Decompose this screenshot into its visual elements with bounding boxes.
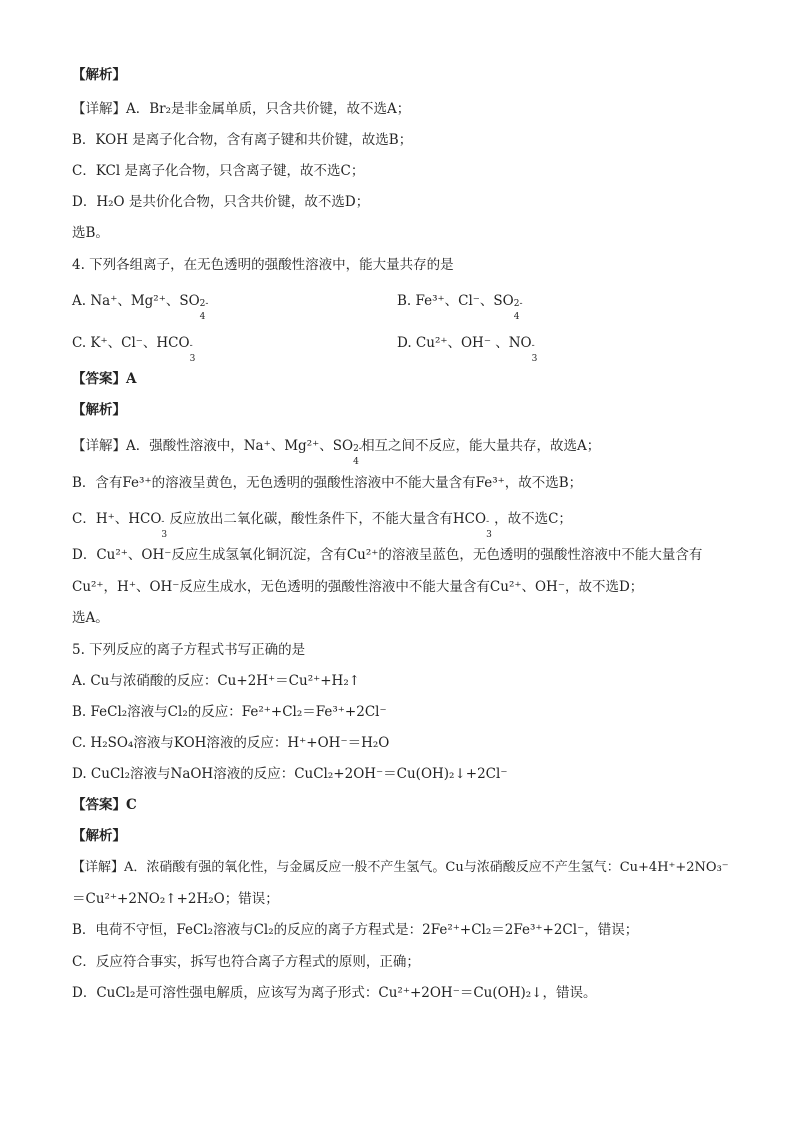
detail-line: 【详解】A．Br₂是非金属单质，只含共价键，故不选A；: [72, 101, 411, 117]
question-4: 4. 下列各组离子，在无色透明的强酸性溶液中，能大量共存的是: [72, 257, 454, 273]
detail-line: 【详解】A．浓硝酸有强的氧化性，与金属反应一般不产生氢气。Cu与浓硝酸反应不产生氢气：Cu+4H⁺+2NO₃⁻: [72, 860, 729, 875]
option-5b: B. FeCl₂溶液与Cl₂的反应：Fe²⁺+Cl₂＝Fe³⁺+2Cl⁻: [72, 704, 387, 720]
option-4c: C. K⁺、Cl⁻、HCO - 3: [72, 335, 196, 364]
detail-line: D．H₂O 是共价化合物，只含共价键，故不选D；: [72, 194, 370, 210]
option-5d: D. CuCl₂溶液与NaOH溶液的反应：CuCl₂+2OH⁻＝Cu(OH)₂↓+2Cl⁻: [72, 766, 508, 782]
analysis-label: 【解析】: [72, 828, 126, 844]
option-5a: A. Cu与浓硝酸的反应：Cu+2H⁺＝Cu²⁺+H₂↑: [72, 673, 361, 689]
answer-label: 【答案】C: [72, 797, 137, 813]
detail-line: C．KCl 是离子化合物，只含离子键，故不选C；: [72, 163, 365, 179]
detail-line: B．含有Fe³⁺的溶液呈黄色，无色透明的强酸性溶液中不能大量含有Fe³⁺，故不选B；: [72, 475, 583, 491]
detail-line: B．电荷不守恒，FeCl₂溶液与Cl₂的反应的离子方程式是：2Fe²⁺+Cl₂＝2Fe³⁺+2Cl⁻，错误；: [72, 922, 639, 938]
conclusion-line: 选B。: [72, 225, 109, 241]
analysis-label: 【解析】: [72, 67, 126, 83]
detail-line: Cu²⁺，H⁺、OH⁻反应生成水，无色透明的强酸性溶液中不能大量含有Cu²⁺、OH⁻，故不选D；: [72, 579, 644, 595]
option-4a: A. Na⁺、Mg²⁺、SO 2- 4: [72, 293, 209, 322]
option-5c: C. H₂SO₄溶液与KOH溶液的反应：H⁺+OH⁻＝H₂O: [72, 735, 390, 751]
detail-line: C．H⁺、HCO - 3 反应放出二氧化碳，酸性条件下，不能大量含有HCO - 3 ，故不选C；: [72, 511, 572, 540]
detail-line: C．反应符合事实，拆写也符合离子方程式的原则，正确；: [72, 954, 420, 970]
option-4b: B. Fe³⁺、Cl⁻、SO 2- 4: [397, 293, 523, 322]
option-4d: D. Cu²⁺、OH⁻ 、NO - 3: [397, 335, 538, 364]
answer-label: 【答案】A: [72, 371, 137, 387]
detail-line: 【详解】A．强酸性溶液中，Na⁺、Mg²⁺、SO 2- 4 相互之间不反应，能大量共存，故选A；: [72, 438, 601, 467]
question-5: 5. 下列反应的离子方程式书写正确的是: [72, 642, 306, 658]
detail-line: ＝Cu²⁺+2NO₂↑+2H₂O；错误；: [72, 891, 279, 907]
analysis-label: 【解析】: [72, 402, 126, 418]
conclusion-line: 选A。: [72, 610, 109, 626]
detail-line: D．Cu²⁺、OH⁻反应生成氢氧化铜沉淀，含有Cu²⁺的溶液呈蓝色，无色透明的强酸性溶液中不能大量含有: [72, 547, 703, 563]
detail-line: D．CuCl₂是可溶性强电解质，应该写为离子形式：Cu²⁺+2OH⁻＝Cu(OH)₂↓，错误。: [72, 985, 597, 1001]
detail-line: B．KOH 是离子化合物，含有离子键和共价键，故选B；: [72, 132, 413, 148]
